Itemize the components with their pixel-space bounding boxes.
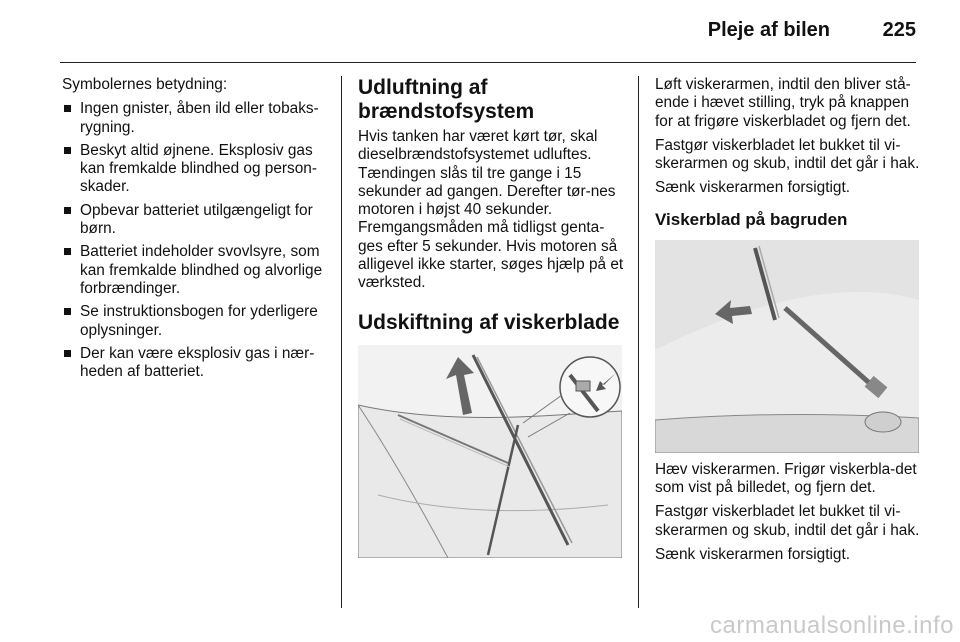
page-header xyxy=(60,0,916,63)
list-item: Ingen gnister, åben ild eller tobaks-rygning. xyxy=(62,100,326,137)
page-number: 225 xyxy=(882,19,916,41)
rear-wiper-illustration xyxy=(655,240,919,453)
bullet-icon xyxy=(64,207,71,214)
page-title: Pleje af bilen xyxy=(707,19,830,41)
wiper-step-3: Sænk viskerarmen forsigtigt. xyxy=(655,179,851,197)
column-middle xyxy=(358,76,624,558)
fuel-bleeding-text: Hvis tanken har været kørt tør, skal dieselbrændstofsystemet udluftes. Tændingen slås til tre gange i 15 sekunder ad gangen. Derefter tør-nes motoren i højst 40 sekunder. Fremgangsmåden må tidligst genta-ges efter 5 sekunder. Hvis motoren så alligevel ikke starter, søges hjælp på et værksted. xyxy=(358,128,624,292)
heading-wiper-replacement: Udskiftning af viskerblade xyxy=(358,310,620,334)
rear-wiper-step-2: Fastgør viskerbladet let bukket til vi-skerarmen og skub, indtil det går i hak. xyxy=(655,503,920,539)
wiper-step-2: Fastgør viskerbladet let bukket til vi-skerarmen og skub, indtil det går i hak. xyxy=(655,136,920,173)
heading-fuel-bleeding: Udluftning af brændstofsystem xyxy=(358,76,535,123)
list-item: Opbevar batteriet utilgængeligt for børn. xyxy=(62,202,326,239)
list-item: Se instruktionsbogen for yderligere oplysninger. xyxy=(62,303,326,340)
bullet-icon xyxy=(64,248,71,255)
heading-rear-wiper: Viskerblad på bagruden xyxy=(655,209,848,229)
bullet-icon xyxy=(64,350,71,357)
symbols-intro: Symbolernes betydning: xyxy=(62,76,228,93)
column-divider xyxy=(341,76,342,608)
column-right xyxy=(655,76,921,570)
bullet-icon xyxy=(64,105,71,112)
column-divider xyxy=(638,76,639,608)
rear-wiper-step-1: Hæv viskerarmen. Frigør viskerbla-det som vist på billedet, og fjern det. xyxy=(655,460,917,497)
column-left xyxy=(62,76,326,386)
list-item: Batteriet indeholder svovlsyre, som kan fremkalde blindhed og alvorlige forbrændinger. xyxy=(62,243,326,298)
bullet-icon xyxy=(64,147,71,154)
list-item: Beskyt altid øjnene. Eksplosiv gas kan fremkalde blindhed og person-skader. xyxy=(62,142,326,197)
list-item: Der kan være eksplosiv gas i nær-heden af batteriet. xyxy=(62,345,326,382)
symbol-list xyxy=(62,100,326,381)
bullet-icon xyxy=(64,308,71,315)
rear-wiper-step-3: Sænk viskerarmen forsigtigt. xyxy=(655,545,851,563)
front-wiper-illustration xyxy=(358,345,622,558)
wiper-step-1: Løft viskerarmen, indtil den bliver stå-ende i hævet stilling, tryk på knappen for at frigøre viskerbladet og fjern det. xyxy=(655,76,911,130)
watermark: carmanualsonline.info xyxy=(710,612,954,639)
